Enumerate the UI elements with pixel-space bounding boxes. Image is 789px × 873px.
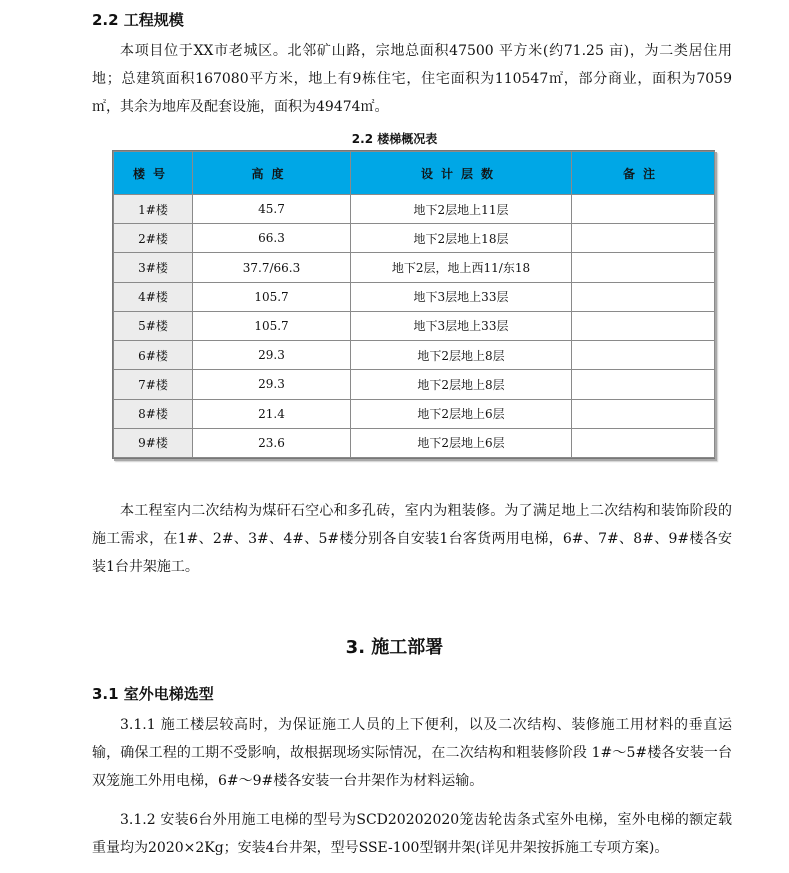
table-row (114, 370, 715, 399)
cell-remarks (572, 224, 715, 253)
cell-remarks (572, 311, 715, 340)
header-remarks: 备注 (572, 152, 715, 195)
section-heading-3-1: 3.1 室外电梯选型 (92, 685, 214, 703)
cell-building-no: 1#楼 (114, 195, 193, 224)
table-row (114, 428, 715, 457)
header-floors: 设计层数 (351, 152, 572, 195)
cell-remarks (572, 428, 715, 457)
cell-floors: 地下2层地上8层 (351, 370, 572, 399)
cell-height: 105.7 (193, 311, 351, 340)
cell-remarks (572, 195, 715, 224)
cell-building-no: 7#楼 (114, 370, 193, 399)
cell-floors: 地下2层地上8层 (351, 341, 572, 370)
cell-remarks (572, 282, 715, 311)
cell-floors: 地下2层地上6层 (351, 428, 572, 457)
cell-floors: 地下2层地上18层 (351, 224, 572, 253)
cell-floors: 地下2层，地上西11/东18 (351, 253, 572, 282)
cell-building-no: 5#楼 (114, 311, 193, 340)
cell-height: 45.7 (193, 195, 351, 224)
table-row (114, 253, 715, 282)
cell-remarks (572, 370, 715, 399)
cell-height: 66.3 (193, 224, 351, 253)
paragraph-3-1-2: 3.1.2 安装6台外用施工电梯的型号为SCD20202020笼齿轮齿条式室外电梯，室外电梯的额定载重量均为2020×2Kg；安装4台井架，型号SSE-100型钢井架(详见井架按拆施工专项方案)。 (92, 812, 732, 856)
cell-building-no: 3#楼 (114, 253, 193, 282)
header-building-no: 楼号 (114, 152, 193, 195)
table-row (114, 224, 715, 253)
building-overview-table (112, 150, 715, 459)
cell-remarks (572, 399, 715, 428)
cell-building-no: 9#楼 (114, 428, 193, 457)
cell-floors: 地下2层地上11层 (351, 195, 572, 224)
section-heading-3: 3. 施工部署 (345, 637, 444, 658)
cell-height: 37.7/66.3 (193, 253, 351, 282)
cell-remarks (572, 341, 715, 370)
cell-height: 29.3 (193, 341, 351, 370)
after-table-paragraph: 本工程室内二次结构为煤矸石空心和多孔砖，室内为粗装修。为了满足地上二次结构和装饰阶段的施工需求，在1#、2#、3#、4#、5#楼分别各自安装1台客货两用电梯，6#、7#、8#、9#楼各安装1台井架施工。 (92, 503, 732, 575)
paragraph-3-1-1: 3.1.1 施工楼层较高时，为保证施工人员的上下便利，以及二次结构、装修施工用材料的垂直运输，确保工程的工期不受影响，故根据现场实际情况，在二次结构和粗装修阶段 1#～5#楼各安装一台双笼施工外用电梯，6#～9#楼各安装一台井架作为材料运输。 (92, 717, 732, 789)
table-caption: 2.2 楼梯概况表 (351, 132, 438, 146)
cell-building-no: 8#楼 (114, 399, 193, 428)
project-scale-paragraph: 本项目位于XX市老城区。北邻矿山路，宗地总面积47500 平方米(约71.25 亩)，为二类居住用地；总建筑面积167080平方米，地上有9栋住宅，住宅面积为110547㎡，部分商业，面积为7059㎡，其余为地库及配套设施，面积为49474㎡。 (92, 43, 732, 115)
cell-height: 21.4 (193, 399, 351, 428)
section-heading-2-2: 2.2 工程规模 (92, 11, 184, 29)
table-header-row (114, 152, 715, 195)
cell-height: 29.3 (193, 370, 351, 399)
cell-building-no: 4#楼 (114, 282, 193, 311)
cell-height: 105.7 (193, 282, 351, 311)
header-height: 高度 (193, 152, 351, 195)
table-row (114, 399, 715, 428)
cell-building-no: 2#楼 (114, 224, 193, 253)
table-row (114, 341, 715, 370)
cell-floors: 地下3层地上33层 (351, 311, 572, 340)
cell-floors: 地下2层地上6层 (351, 399, 572, 428)
table-row (114, 282, 715, 311)
table-row (114, 311, 715, 340)
cell-height: 23.6 (193, 428, 351, 457)
cell-building-no: 6#楼 (114, 341, 193, 370)
table-row (114, 195, 715, 224)
cell-remarks (572, 253, 715, 282)
cell-floors: 地下3层地上33层 (351, 282, 572, 311)
